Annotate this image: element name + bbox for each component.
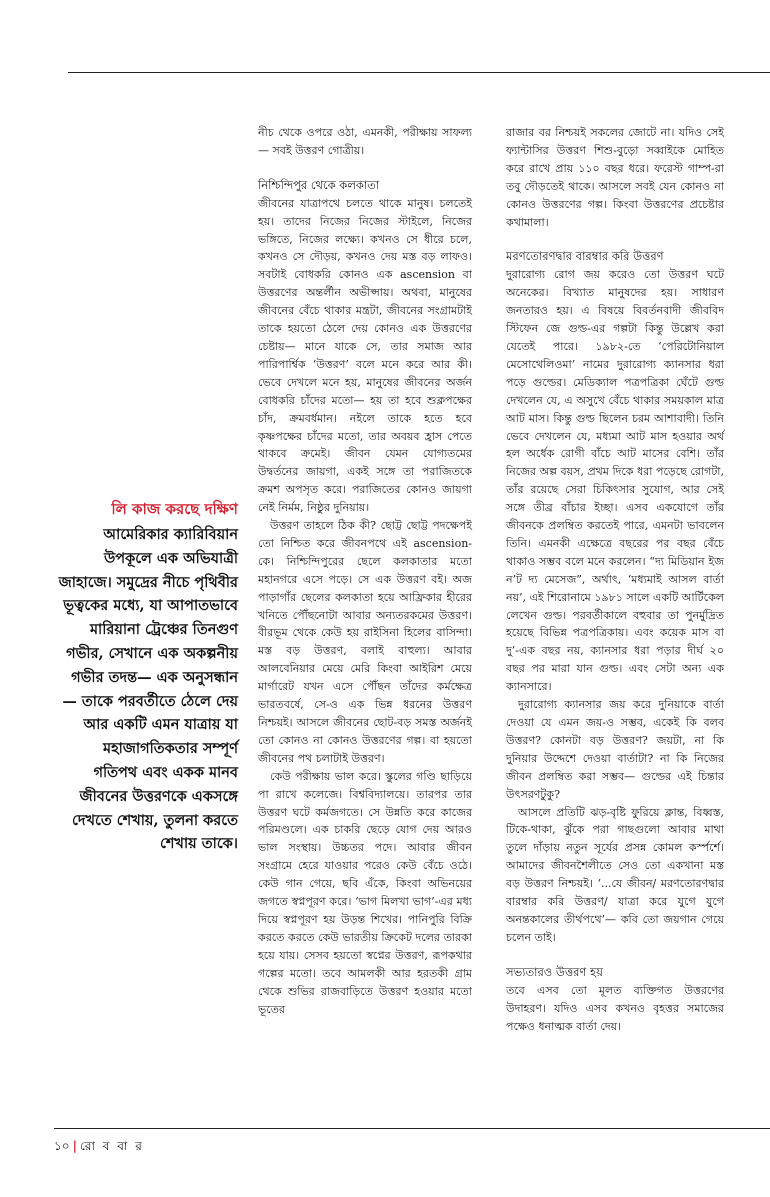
section-heading: সভ্যতারও উত্তরণ হয় [506, 964, 603, 979]
paragraph: নীচ থেকে ওপরে ওঠা, এমনকী, পরীক্ষায় সাফল্য— সবই উত্তরণ গোত্রীয়। [258, 126, 472, 157]
paragraph: আসলে প্রতিটি ঝড়-বৃষ্টি ফুরিয়ে ক্লান্ত, বিধ্বস্ত, টিকে-থাকা, ঝুঁকে পরা গাছগুলো আবার মাথা তুলে দাঁড়ায় নতুন সূর্যের প্রসন্ন কোমল কর্স্পর্শে। আমাদের জীবনশৈলীতে সেও তো একখানা মস্ত বড় উত্তরণ নিশ্চয়ই। ‘...যে জীবন/ মরণতোরণদ্বার বারম্বার করি উত্তরণ/ যাত্রা করে যুগে যুগে অনন্তকালের তীর্থপথে’— কবি তো জয়গান গেয়ে চলেন তাই। [506, 805, 724, 944]
paragraph: উত্তরণ তাহলে ঠিক কী? ছোট্ট ছোট্ট পদক্ষেপই তো নিশ্চিত করে জীবনপথে এই ascension-কে। নিশ্চিন্দিপুরের ছেলে কলকাতার মতো মহানগরে এসে পড়ে। সে এক উত্তরণ বই। অজ পাড়াগাঁর ছেলের কলকাতা হয়ে আফ্রিকার হীরের খনিতে পৌঁছনোটা আবার অন্যতরকমের উত্তরণ। বীরভূম থেকে কেউ হয় রাইসিনা হিলের বাসিন্দা। মস্ত বড় উত্তরণ, বলাই বাহুল্য। আবার আলবেনিয়ার মেয়ে মেরি কিংবা আইরিশ মেয়ে মার্গারেট যখন এসে পৌঁছন তাঁদের কর্মক্ষেত্র ভারতবর্ষে, সে-ও এক ভিন্ন ধরনের উত্তরণ নিশ্চয়ই। আসলে জীবনের ছোট-বড় সমস্ত অর্জনই তো কোনও না কোনও উত্তরণের গল্প। বা হয়তো জীবনের পথ চলাটাই উত্তরণ। [258, 519, 472, 765]
page-footer [54, 1138, 144, 1154]
magazine-name: রো ব বা র [79, 1139, 144, 1153]
section-heading: নিশ্চিন্দিপুর থেকে কলকাতা [258, 177, 380, 192]
pull-quote-body: আমেরিকার ক্যারিবিয়ান উপকূলে এক অভিযাত্রী জাহাজে। সমুদ্রের নীচে পৃথিবীর ভূত্বকের মধ্যে, যা আপাতভাবে মারিয়ানা ট্রেঞ্চের তিনগুণ গভীর, সেখানে এক অকল্পনীয় গভীর তদন্ত— এক অনুসন্ধান— তাকে পরবর্তীতে ঠেলে দেয় আর একটি এমন যাত্রায় যা মহাজাগতিকতার সম্পূর্ণ গতিপথ এবং একক মানব জীবনের উত্তরণকে একসঙ্গে দেখতে শেখায়, তুলনা করতে শেখায় তাকে। [58, 526, 238, 853]
paragraph: রাজার বর নিশ্চয়ই সকলের জোটে না। যদিও সেই ফ্যান্টাসির উত্তরণ শিশু-বুড়ো সব্বাইকে মোহিত করে রাখে প্রায় ১১০ বছর ধরে। ফরেস্ট গাম্প-রা তবু দৌড়তেই থাকে। আসলে সবই যেন কোনও না কোনও উত্তরণের গল্প। কিংবা উত্তরণের প্রচেষ্টার কথামালা। [506, 126, 724, 229]
article-column-2 [506, 124, 724, 1035]
paragraph: দুরারোগ্য রোগ জয় করেও তো উত্তরণ ঘটে অনেকের। বিখ্যাত মানুষদের হয়। সাধারণ জনতারও হয়। এ বিষয়ে বিবর্তনবাদী জীববিদ স্টিফেন জে গুল্ড-এর গল্পটা কিন্তু উল্লেখ করা যেতেই পারে। ১৯৮২-তে ‘পেরিটোনিয়াল মেসোথেলিওমা’ নামের দুরারোগ্য ক্যানসার ধরা পড়ে গুল্ডের। মেডিক্যাল পত্রপত্রিকা ঘেঁটে গুল্ড দেখলেন যে, এ অসুখে বেঁচে থাকার সময়কাল মাত্র আট মাস। কিন্তু গুল্ড ছিলেন চরম আশাবাদী। তিনি ভেবে দেখলেন যে, মধ্যমা আট মাস হওয়ার অর্থ হল অর্ধেক রোগী বাঁচে আট মাসের বেশি। তাঁর নিজের অল্প বয়স, প্রথম দিকে ধরা পড়েছে রোগটা, তাঁর রয়েছে সেরা চিকিৎসার সুযোগ, আর সেই সঙ্গে তীব্র বাঁচার ইচ্ছা। এসব একযোগে তাঁর জীবনকে প্রলম্বিত করতেই পারে, এমনটা ভাবলেন তিনি। এমনকী এক্ষেত্রে বছরের পর বছর বেঁচে থাকাও সম্ভব বলে মনে করলেন। “দ্য মিডিয়ান ইজ ন’ট দ্য মেসেজ”, অর্থাৎ, ‘মধ্যমাই আসল বার্তা নয়’, এই শিরোনামে ১৯৮১ সালে একটি আর্টিকেল লেখেন গুল্ড। পরবর্তীকালে বহুবার তা পুনর্মুদ্রিত হয়েছে বিভিন্ন পত্রপত্রিকায়। এবং কয়েক মাস বা দু’-এক বছর নয়, ক্যানসার ধরা পড়ার দীর্ঘ ২০ বছর পর মারা যান গুল্ড। এবং সেটা অন্য এক ক্যানসারে। [506, 268, 724, 694]
footer-separator: | [72, 1139, 77, 1153]
paragraph: জীবনের যাত্রাপথে চলতে থাকে মানুষ। চলতেই হয়। তাদের নিজের নিজের স্টাইলে, নিজের ভঙ্গিতে, নিজের লক্ষ্যে। কখনও সে ধীরে চলে, কখনও সে দৌড়য়, কখনও দেয় মস্ত বড় লাফও। সবটাই বোধকরি কোনও এক ascension বা উত্তরণের অন্তর্লীন অভীপ্সায়। অথবা, মানুষের জীবনের বেঁচে থাকার মন্ত্রটা, জীবনের সংগ্রামটাই তাকে হয়তো ঠেলে দেয় কোনও এক উত্তরণের চেষ্টায়— মানে যাকে সে, তার সমাজ আর পারিপার্শ্বিক ‘উত্তরণ’ বলে মনে করে আর কী। ভেবে দেখলে মনে হয়, মানুষের জীবনের অর্জন বোধকরি চাঁদের মতো— হয় তা হবে শুক্লপক্ষের চাঁদ, ক্রমবর্ধমান। নইলে তাকে হতে হবে কৃষ্ণপক্ষের চাঁদের মতো, তার অবয়ব হ্রাস পেতে থাকবে ক্রমেই। জীবন যেমন যোগ্যতমের উদ্বর্তনের জায়গা, একই সঙ্গে তা পরাজিতকে ক্রমশ অপসৃত করে। পরাজিতের কোনও জায়গা নেই নির্মম, নিষ্ঠুর দুনিয়ায়। [258, 196, 472, 515]
article-column-1 [258, 124, 472, 1018]
paragraph: দুরারোগ্য ক্যানসার জয় করে দুনিয়াকে বার্তা দেওয়া যে এমন জয়-ও সম্ভব, একেই কি বলব উত্তরণ? কোনটা বড় উত্তরণ? জয়টা, না কি দুনিয়ার উদ্দেশে দেওয়া বার্তাটা? না কি নিজের জীবন প্রলম্বিত করা সম্ভব— গুল্ডের এই চিন্তার উৎসরণটুকু? [506, 698, 724, 801]
paragraph: কেউ পরীক্ষায় ভাল করে। স্কুলের গণ্ডি ছাড়িয়ে পা রাখে কলেজে। বিশ্ববিদ্যালয়ে। তারপর তার উত্তরণ ঘটে কর্মজগতে। সে উন্নতি করে কাজের পরিমণ্ডলে। এক চাকরি ছেড়ে যোগ দেয় আরও ভাল সংস্থায়। উচ্চতর পদে। আবার জীবন সংগ্রামে হেরে যাওয়ার পরেও কেউ বেঁচে ওঠে। কেউ গান গেয়ে, ছবি এঁকে, কিংবা অভিনয়ের জগতে স্বপ্নপূরণ করে। ‘ভাগ মিলখা ভাগ’-এর মধ্য দিয়ে স্বপ্নপূরণ হয় উড়ন্ত শিখের। পানিপুরি বিক্রি করতে করতে কেউ ভারতীয় ক্রিকেট দলের তারকা হয়ে যায়। সেসব হয়তো স্বপ্নের উত্তরণ, রূপকথার গল্পের মতো। তবে আমলকী আর হরতকী গ্রাম থেকে শুভির রাজবাড়িতে উত্তরণ হওয়ার মতো ভূতের [258, 769, 472, 1016]
paragraph: তবে এসব তো মূলত ব্যক্তিগত উত্তরণের উদাহরণ। যদিও এসব কখনও বৃহত্তর সমাজের পক্ষেও ধনাত্মক বার্তা দেয়। [506, 983, 724, 1033]
page-number: ১০ [54, 1139, 70, 1153]
section-heading: মরণতোরণদ্বার বারম্বার করি উত্তরণ [506, 249, 664, 264]
pull-quote [58, 497, 238, 856]
bottom-rule [54, 1128, 770, 1129]
top-rule [68, 72, 770, 73]
pull-quote-lead: লি কাজ করছে দক্ষিণ [111, 500, 238, 518]
